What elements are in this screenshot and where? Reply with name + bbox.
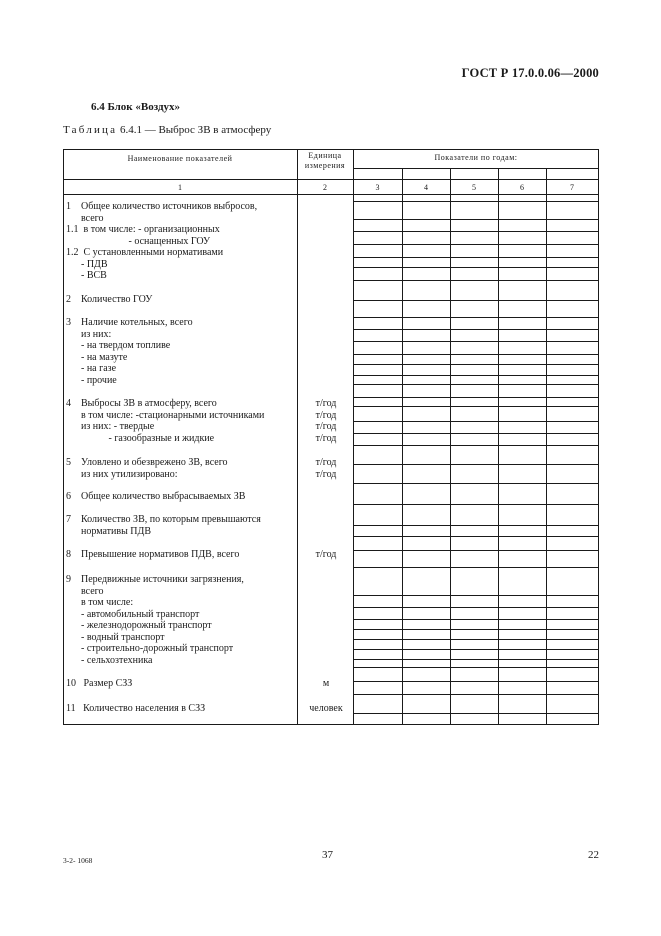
- unit-cell: т/год: [315, 469, 337, 480]
- unit-cell: т/год: [315, 433, 337, 444]
- row-text-line: из них: - твердые: [66, 421, 155, 432]
- header-unit: Единица измерения: [304, 151, 346, 170]
- row-text-line: 1 Общее количество источников выбросов,: [66, 201, 258, 212]
- row-text-line: - строительно-дорожный транспорт: [66, 643, 234, 654]
- row-text-line: 6 Общее количество выбрасываемых ЗВ: [66, 491, 246, 502]
- row-text-line: 5 Уловлено и обезврежено ЗВ, всего: [66, 457, 228, 468]
- row-text-line: 8 Превышение нормативов ПДВ, всего: [66, 549, 240, 560]
- row-text-line: - на газе: [66, 363, 117, 374]
- unit-cell: м: [322, 678, 330, 689]
- table-row-label: [66, 224, 220, 247]
- row-text-line: 4 Выбросы ЗВ в атмосферу, всего: [66, 398, 217, 409]
- row-text-line: из них утилизировано:: [66, 468, 178, 480]
- col-number-6: 6: [520, 183, 524, 192]
- row-text-line: 11 Количество населения в СЗЗ: [66, 703, 206, 714]
- table-caption: [63, 124, 271, 136]
- table-caption-text: 6.4.1 — Выброс ЗВ в атмосферу: [119, 124, 272, 136]
- row-text-line: - на твердом топливе: [66, 340, 171, 351]
- table-row-label: [66, 294, 152, 306]
- row-text-line: - ПДВ: [66, 258, 108, 270]
- document-code: ГОСТ Р 17.0.0.06—2000: [461, 66, 599, 80]
- row-text-line: 10 Размер СЗЗ: [66, 678, 133, 689]
- table-row-label: [66, 703, 205, 715]
- table-row-label: [66, 514, 261, 537]
- page-number-center: 37: [322, 849, 333, 861]
- row-text-line: - железнодорожный транспорт: [66, 620, 212, 631]
- table-caption-label: Таблица: [63, 124, 118, 136]
- row-text-line: - автомобильный транспорт: [66, 608, 200, 620]
- col-number-5: 5: [472, 183, 476, 192]
- col-number-1: 1: [178, 183, 182, 192]
- section-title: 6.4 Блок «Воздух»: [91, 101, 181, 113]
- row-text-line: в том числе:: [66, 597, 134, 608]
- row-text-line: всего: [66, 585, 104, 597]
- unit-cell: т/год: [315, 398, 337, 409]
- header-indicator-name: Наименование показателей: [127, 154, 233, 163]
- row-text-line: из них:: [66, 328, 112, 340]
- table-row-label: [66, 317, 193, 386]
- row-text-line: 2 Количество ГОУ: [66, 294, 153, 305]
- page-number-right: 22: [588, 849, 599, 861]
- row-text-line: - на мазуте: [66, 351, 128, 363]
- col-number-3: 3: [375, 183, 380, 192]
- row-text-line: - прочие: [66, 374, 117, 386]
- table-row-label: [66, 201, 257, 224]
- table-row-label: [66, 247, 223, 282]
- unit-cell: т/год: [315, 549, 337, 560]
- row-text-line: - оснащенных ГОУ: [66, 235, 211, 247]
- header-years: Показатели по годам:: [434, 153, 518, 162]
- footer-print-code: 3-2- 1068: [63, 856, 93, 865]
- table-row-label: [66, 491, 245, 503]
- row-text-line: 1.2 С установленными нормативами: [66, 247, 224, 258]
- row-text-line: - сельхозтехника: [66, 654, 153, 666]
- unit-cell: т/год: [315, 410, 337, 421]
- col-number-4: 4: [424, 183, 428, 192]
- row-text-line: 7 Количество ЗВ, по которым превышаются: [66, 514, 261, 525]
- table-row-label: [66, 678, 132, 690]
- row-text-line: 9 Передвижные источники загрязнения,: [66, 574, 244, 585]
- col-number-7: 7: [570, 183, 574, 192]
- table-row-label: [66, 457, 228, 480]
- row-text-line: нормативы ПДВ: [66, 525, 152, 537]
- row-text-line: в том числе: -стационарными источниками: [66, 409, 265, 421]
- row-text-line: 3 Наличие котельных, всего: [66, 317, 193, 328]
- row-text-line: - газообразные и жидкие: [66, 432, 215, 444]
- table-row-label: [66, 549, 239, 561]
- row-text-line: - ВСВ: [66, 270, 107, 281]
- row-text-line: 1.1 в том числе: - организационных: [66, 224, 220, 235]
- unit-cell: т/год: [315, 421, 337, 432]
- unit-cell: т/год: [315, 457, 337, 468]
- unit-cell: человек: [309, 703, 343, 714]
- emissions-table: [63, 149, 599, 725]
- row-text-line: - водный транспорт: [66, 631, 165, 643]
- table-row-label: [66, 574, 244, 666]
- row-text-line: всего: [66, 212, 104, 224]
- col-number-2: 2: [323, 183, 327, 192]
- table-row-label: [66, 398, 264, 444]
